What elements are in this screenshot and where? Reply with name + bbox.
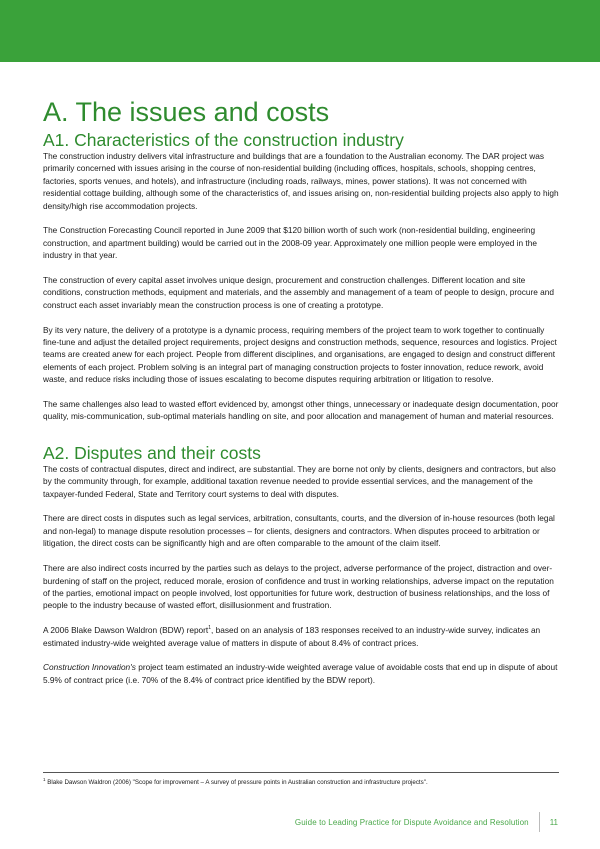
paragraph: The construction industry delivers vital infrastructure and buildings that are a foundation to the Australian economy. The DAR project was primarily concerned with issues arising in the course of non-residential building (including offices, hospitals, schools, shopping centres, factories, sports venues, and hotels), and infrastructure (including roads, railways, mines, power stations). It was not concerned with residential cottage building, although some of the characteristics of, and issues arising on, non-residential building projects also apply to high density/high rise accommodation projects. <box>43 151 559 211</box>
section-heading-a2: A2. Disputes and their costs <box>43 442 261 463</box>
footnote-mark: 1 <box>43 777 46 782</box>
paragraph: By its very nature, the delivery of a prototype is a dynamic process, requiring members of the project team to work together to continually fine-tune and adjust the detailed project requirements, project designs and construction methods, sequence, resources and logistics. Project teams are created anew for each project. People from different disciplines, and organisations, are engaged to design and construct different elements of each project. Problem solving is an integral part of managing construction projects to foster innovation, reduce rework, avoid waste, and reduce risks including those of issues escalating to become disputes requiring arbitration or litigation to resolve. <box>43 324 557 385</box>
page-number: 11 <box>549 817 558 827</box>
paragraph-bdw <box>43 624 559 649</box>
ci-text: project team estimated an industry-wide weighted average value of avoidable costs that end up in dispute of about 5.9% of contract price (i.e. 70% of the 8.4% of contract price identified by the BDW report). <box>43 662 558 685</box>
bdw-text-after: , based on an analysis of 183 responses received to an industry-wide survey, indicates an estimated industry-wide weighted average value of matters in dispute of about 8.4% of contract prices. <box>43 625 541 648</box>
section-heading-a1: A1. Characteristics of the construction industry <box>43 130 404 150</box>
paragraph: There are also indirect costs incurred by the parties such as delays to the project, adverse performance of the project, distraction and over-burdening of staff on the project, reduced morale, erosion of confidence and trust in working relationships, adverse impact on the reputation of the parties, emotional impact on people involved, lost opportunities for future work, destruction of business relationships, and the loss of people to the industry because of wasted effort, disillusionment and frustration. <box>43 563 554 611</box>
paragraph: The costs of contractual disputes, direct and indirect, are substantial. They are borne not only by clients, designers and contractors, but also by the community through, for example, additional taxation revenue needed to provide essential services, and the management of the taxpayer-funded Federal, State and Territory court systems to deal with disputes. <box>43 463 556 499</box>
footnote <box>43 775 559 787</box>
footnote-text: Blake Dawson Waldron (2006) "Scope for improvement – A survey of pressure points in Australian construction and infrastructure projects". <box>47 779 428 786</box>
footer-divider <box>539 812 540 832</box>
main-content <box>43 96 559 686</box>
paragraph: The Construction Forecasting Council reported in June 2009 that $120 billion worth of such work (non-residential building, engineering construction, and apartment building) would be carried out in the 2008-09 year. Approximately one million people were employed in the industry in that year. <box>43 225 537 261</box>
footnote-divider <box>43 772 559 773</box>
page-heading: A. The issues and costs <box>43 97 330 127</box>
footnote-reference: 1 <box>208 625 212 632</box>
footer-title: Guide to Leading Practice for Dispute Avoidance and Resolution <box>294 817 529 827</box>
paragraph: The construction of every capital asset involves unique design, procurement and construction challenges. Different location and site conditions, construction methods, equipment and materials, and the assembly and management of a team of people to design, procure and construct each asset invariably mean the construction process is one of creating a prototype. <box>43 275 555 310</box>
page-footer <box>295 812 558 832</box>
paragraph: The same challenges also lead to wasted effort evidenced by, amongst other things, unnecessary or inadequate design documentation, poor quality, mis-communication, sub-optimal materials handling on site, and poor allocation and management of human and material resources. <box>43 399 559 422</box>
paragraph-ci <box>43 661 559 686</box>
top-green-band <box>0 0 600 62</box>
paragraph: There are direct costs in disputes such as legal services, arbitration, consultants, courts, and the diversion of in-house resources (both legal and non-legal) to manage dispute resolution processes – for clients, designers and contractors. When disputes proceed to arbitration or litigation, the direct costs can be significantly high and are often comparable to the amount of the claim itself. <box>43 513 555 549</box>
bdw-text-before: A 2006 Blake Dawson Waldron (BDW) report <box>43 625 209 636</box>
ci-italic: Construction Innovation's <box>43 662 136 673</box>
